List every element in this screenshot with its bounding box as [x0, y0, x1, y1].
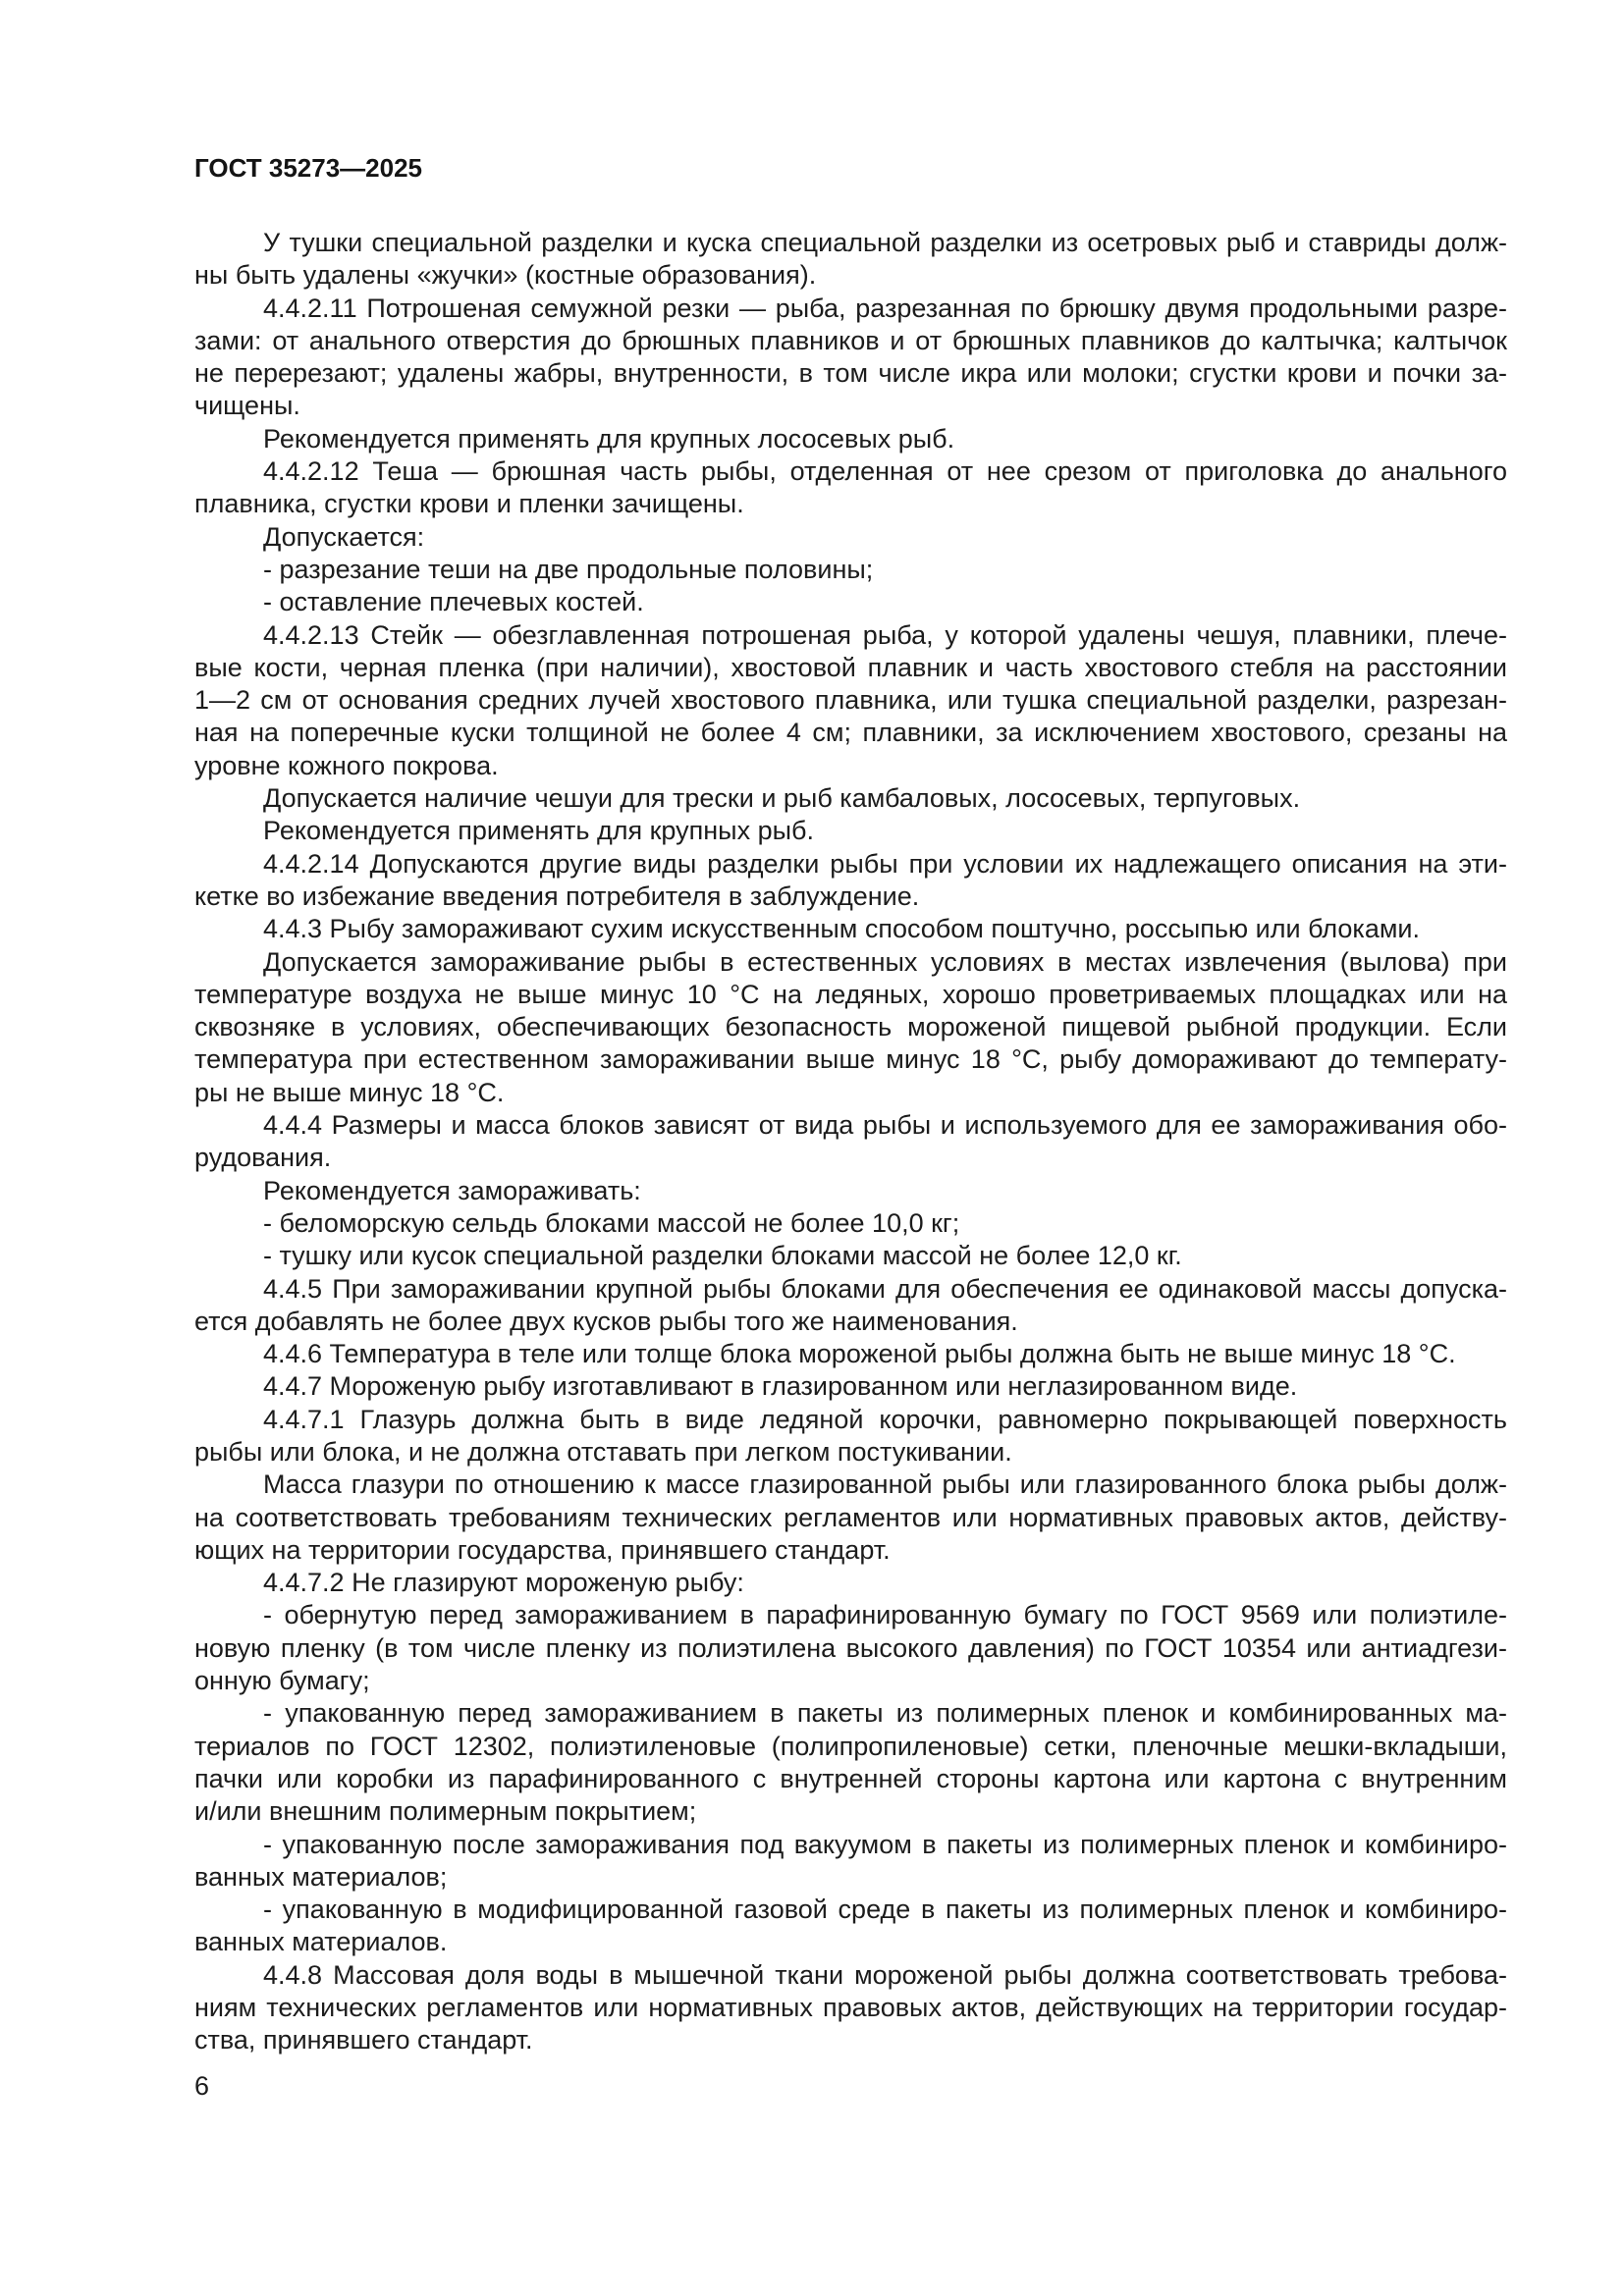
text-line: ниям технических регламентов или нормативных правовых актов, действующих на территории государ-: [194, 1993, 1507, 2023]
text-line: сквозняке в условиях, обеспечивающих безопасность мороженой пищевой рыбной продукции. Если: [194, 1012, 1507, 1042]
text-line: плавника, сгустки крови и пленки зачищены.: [194, 489, 744, 519]
text-line: - обернутую перед замораживанием в парафинированную бумагу по ГОСТ 9569 или полиэтиле-: [263, 1600, 1507, 1630]
text-line: - оставление плечевых костей.: [263, 587, 644, 617]
text-line: 4.4.2.12 Теша — брюшная часть рыбы, отделенная от нее срезом от приголовка до анального: [263, 456, 1507, 487]
text-line: 4.4.7.1 Глазурь должна быть в виде ледяной корочки, равномерно покрывающей поверхность: [263, 1404, 1507, 1434]
text-line: 4.4.2.11 Потрошеная семужной резки — рыба, разрезанная по брюшку двумя продольными разре-: [263, 293, 1507, 323]
text-line: ющих на территории государства, принявшего стандарт.: [194, 1534, 891, 1565]
text-line: Рекомендуется применять для крупных рыб.: [263, 816, 814, 846]
text-line: териалов по ГОСТ 12302, полиэтиленовые (полипропиленовые) сетки, пленочные мешки-вкладыши,: [194, 1731, 1507, 1761]
text-line: 4.4.7.2 Не глазируют мороженую рыбу:: [263, 1568, 744, 1598]
text-line: 4.4.2.13 Стейк — обезглавленная потрошеная рыба, у которой удалены чешуя, плавники, плече-: [263, 619, 1507, 650]
text-line: - упакованную перед замораживанием в пакеты из полимерных пленок и комбинированных ма-: [263, 1698, 1507, 1729]
text-line: 4.4.5 При замораживании крупной рыбы блоками для обеспечения ее одинаковой массы допуска-: [263, 1273, 1507, 1304]
text-line: ванных материалов;: [194, 1861, 448, 1892]
text-line: Рекомендуется замораживать:: [263, 1175, 641, 1205]
text-line: 4.4.7 Мороженую рыбу изготавливают в глазированном или неглазированном виде.: [263, 1371, 1298, 1402]
text-line: ванных материалов.: [194, 1927, 448, 1957]
text-line: У тушки специальной разделки и куска специальной разделки из осетровых рыб и ставриды долж-: [263, 228, 1507, 257]
text-line: и/или внешним полимерным покрытием;: [194, 1796, 697, 1827]
text-line: рыбы или блока, и не должна отставать при легком постукивании.: [194, 1436, 1012, 1467]
text-line: чищены.: [194, 391, 300, 421]
text-line: - упакованную после замораживания под вакуумом в пакеты из полимерных пленок и комбиниро-: [263, 1829, 1507, 1859]
text-line: зами: от анального отверстия до брюшных плавников и от брюшных плавников до калтычка; калтычок: [194, 325, 1507, 355]
text-line: - упакованную в модифицированной газовой среде в пакеты из полимерных пленок и комбиниро-: [263, 1895, 1507, 1925]
text-line: не перерезают; удалены жабры, внутренности, в том числе икра или молоки; сгустки крови и почки за-: [194, 358, 1507, 389]
text-line: температура при естественном замораживании выше минус 18 °C, рыбу домораживают до температу-: [194, 1044, 1507, 1075]
text-line: Рекомендуется применять для крупных лососевых рыб.: [263, 423, 955, 454]
text-line: 4.4.8 Массовая доля воды в мышечной ткани мороженой рыбы должна соответствовать требова-: [263, 1959, 1507, 1990]
text-line: Допускается:: [263, 521, 425, 552]
text-line: ры не выше минус 18 °C.: [194, 1077, 505, 1107]
text-line: новую пленку (в том числе пленку из полиэтилена высокого давления) по ГОСТ 10354 или антиадгези-: [194, 1632, 1507, 1663]
text-line: ная на поперечные куски толщиной не более 4 см; плавники, за исключением хвостового, срезаны на: [194, 718, 1507, 748]
text-line: на соответствовать требованиям технических регламентов или нормативных правовых актов, действу-: [194, 1502, 1507, 1532]
page-number: 6: [194, 2071, 210, 2101]
text-line: температуре воздуха не выше минус 10 °C на ледяных, хорошо проветриваемых площадках или на: [194, 979, 1507, 1009]
text-line: 4.4.6 Температура в теле или толще блока мороженой рыбы должна быть не выше минус 18 °C.: [263, 1339, 1456, 1369]
text-line: - разрезание теши на две продольные половины;: [263, 554, 874, 584]
text-line: пачки или коробки из парафинированного с внутренней стороны картона или картона с внутренним: [194, 1763, 1507, 1793]
text-line: Допускается замораживание рыбы в естественных условиях в местах извлечения (вылова) при: [263, 946, 1507, 977]
document-body: [194, 227, 1507, 2057]
text-line: вые кости, черная пленка (при наличии), хвостовой плавник и часть хвостового стебля на расстоянии: [194, 652, 1507, 682]
document-header-id: ГОСТ 35273—2025: [194, 153, 422, 183]
text-line: 1—2 см от основания средних лучей хвостового плавника, или тушка специальной разделки, разрезан-: [194, 685, 1507, 716]
text-line: ется добавлять не более двух кусков рыбы того же наименования.: [194, 1306, 1018, 1336]
text-line: - беломорскую сельдь блоками массой не более 10,0 кг;: [263, 1207, 960, 1238]
text-line: Масса глазури по отношению к массе глазированной рыбы или глазированного блока рыбы долж-: [263, 1469, 1507, 1500]
text-line: ства, принявшего стандарт.: [194, 2025, 533, 2056]
text-line: онную бумагу;: [194, 1666, 370, 1696]
text-line: - тушку или кусок специальной разделки блоками массой не более 12,0 кг.: [263, 1241, 1182, 1271]
text-line: кетке во избежание введения потребителя в заблуждение.: [194, 881, 920, 911]
text-line: 4.4.3 Рыбу замораживают сухим искусственным способом поштучно, россыпью или блоками.: [263, 914, 1420, 944]
text-line: уровне кожного покрова.: [194, 750, 499, 780]
text-line: рудования.: [194, 1143, 332, 1173]
text-line: 4.4.2.14 Допускаются другие виды разделки рыбы при условии их надлежащего описания на эти-: [263, 848, 1507, 879]
text-line: ны быть удалены «жучки» (костные образования).: [194, 260, 817, 291]
text-line: 4.4.4 Размеры и масса блоков зависят от вида рыбы и используемого для ее замораживания обо-: [263, 1110, 1507, 1141]
text-line: Допускается наличие чешуи для трески и рыб камбаловых, лососевых, терпуговых.: [263, 783, 1301, 814]
